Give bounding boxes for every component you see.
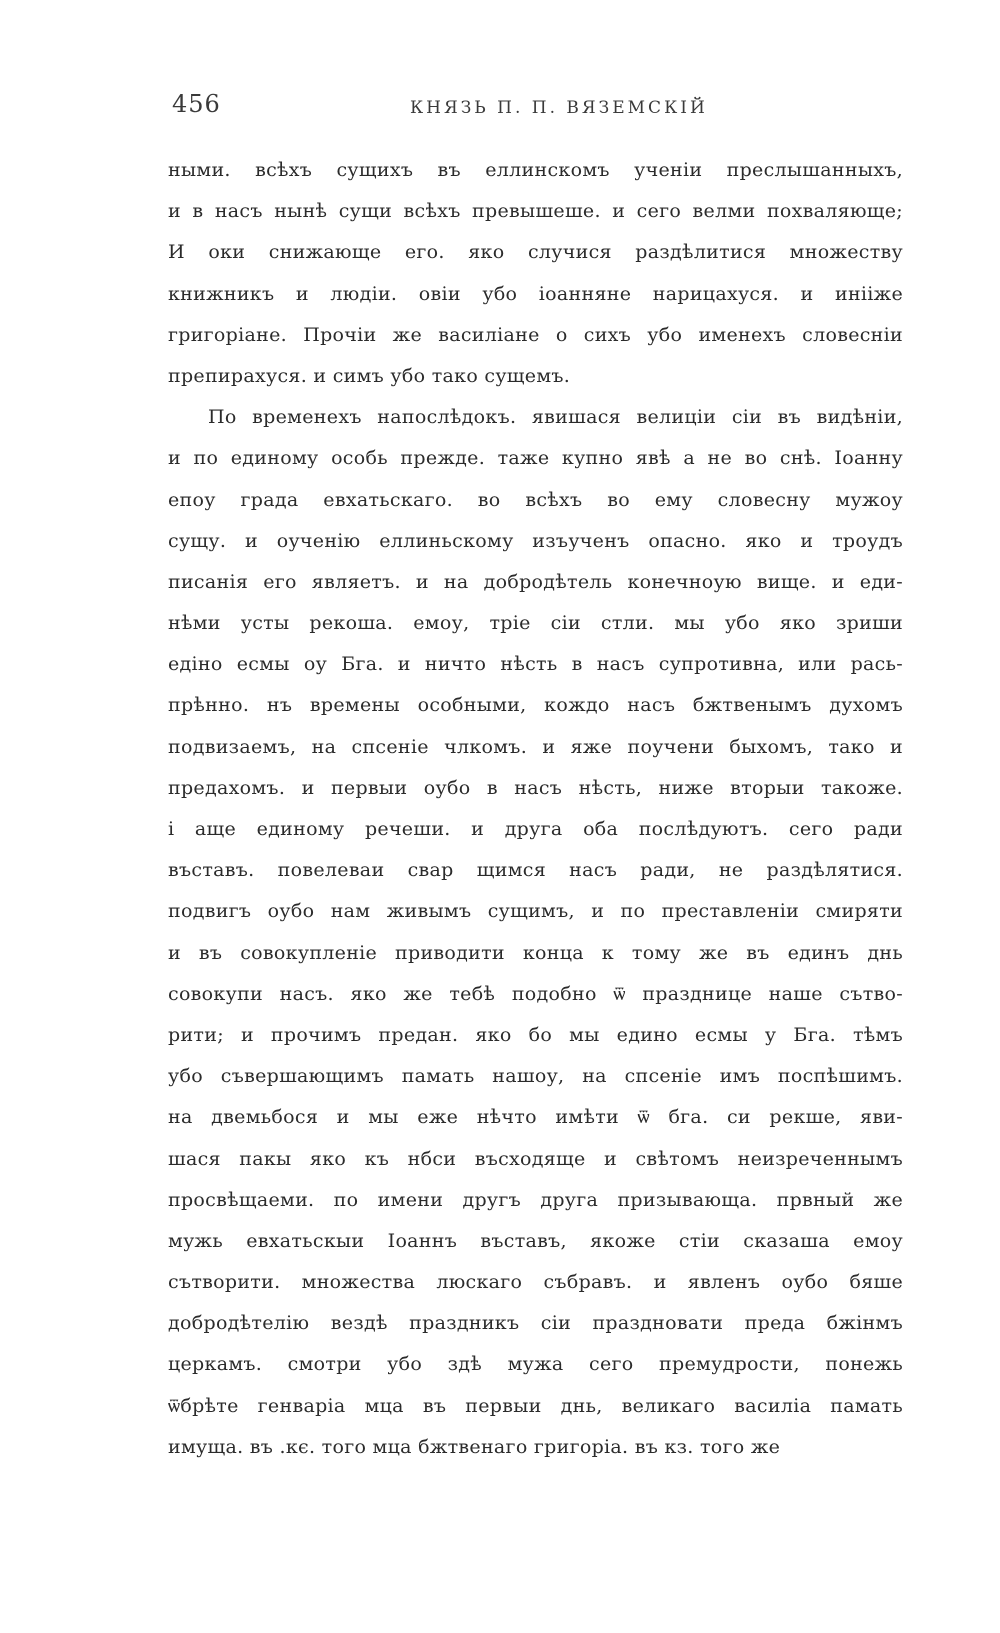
text-line: григоріане. Прочіи же василіане о сихъ убо именехъ словесніи (168, 323, 903, 346)
text-line: просвѣщаеми. по имени другъ другa призывающа. првный же (168, 1188, 903, 1211)
text-line: сущу. и оученію еллиньскому изъученъ опасно. яко и троудъ (168, 529, 903, 552)
text-line: рити; и прочимъ предан. яко бо мы едино есмы у Бга. тѣмъ (168, 1023, 903, 1046)
text-line: сътворити. множества люскаго събравъ. и явленъ оубо бяше (168, 1271, 903, 1294)
text-line: і аще единому речеши. и друга оба послѣдуютъ. сего ради (168, 818, 903, 840)
text-line: добродѣтелію вездѣ праздникъ сіи праздновати преда бжінмъ (168, 1312, 903, 1335)
text-line: подвизаемъ, на спсеніе члкомъ. и яже поучени быхомъ, тако и (168, 735, 903, 758)
text-line: и въ совокупленіе приводити конца к тому же въ единъ днь (168, 941, 903, 964)
text-line: шася пакы яко къ нбси въсходяще и свѣтомъ неизреченнымъ (168, 1147, 903, 1170)
text-line: книжникъ и людіи. овіи убо іоанняне нарицахуся. и инііже (168, 282, 903, 305)
text-line: мужь евхатьскыи Іоаннъ въставъ, якоже стіи сказаша емоу (168, 1229, 903, 1252)
body-text (168, 150, 903, 1468)
text-line: на двемьбося и мы еже нѣчто имѣти ѿ бга. си рекше, яви- (168, 1106, 903, 1129)
text-line: И оки снижающе его. яко случися раздѣлитися множеству (168, 241, 903, 264)
text-line: едіно есмы оу Бга. и ничто нѣсть в насъ супротивна, или рась- (168, 653, 903, 676)
text-line: предахомъ. и первыи оубо в насъ нѣсть, ниже вторыи такоже. (168, 776, 903, 799)
running-head: КНЯЗЬ П. П. ВЯЗЕМСКІЙ (410, 98, 708, 118)
text-line: и в насъ нынѣ сущи всѣхъ превышеше. и сего велми похваляюще; (168, 200, 903, 223)
text-line: и по единому особь прежде. таже купно явѣ а не во снѣ. Іоанну (168, 447, 903, 470)
page-number: 456 (172, 90, 221, 118)
text-line: препирахуся. и симъ убо тако сущемъ. (168, 364, 571, 387)
text-line: писанія его являетъ. и на добродѣтель конечноую вище. и еди- (168, 570, 903, 593)
text-line: въставъ. повелеваи свар щимся насъ ради, не раздѣлятися. (168, 859, 903, 882)
text-line: епоу града евхатьскаго. во всѣхъ во ему словесну мужоу (168, 488, 903, 511)
text-line: По временехъ напослѣдокъ. явишася велиціи сіи въ видѣніи, (208, 406, 903, 429)
text-line: убо съвершающимъ памать нашоу, на спсеніе имъ поспѣшимъ. (168, 1065, 903, 1088)
text-line: нѣми усты рекоша. емоу, тріе сіи стли. мы убо яко зриши (168, 612, 903, 635)
text-line: подвигъ оубо нам живымъ сущимъ, и по преставленіи смиряти (168, 900, 903, 923)
text-line: совокупи насъ. яко же тебѣ подобно ѿ празднице наше сътво- (168, 982, 903, 1005)
text-line: прѣнно. нъ времены особными, кождо насъ бжтвенымъ духомъ (168, 694, 903, 717)
text-line: имуща. въ .кє. того мца бжтвенаго григоріа. въ кз. того же (168, 1435, 781, 1458)
text-line: ѿбрѣте генваріа мца въ первыи днь, великаго василіа памать (168, 1394, 903, 1417)
text-line: церкамъ. смотри убо здѣ мужа сего премудрости, понежь (168, 1353, 903, 1376)
text-line: ными. всѣхъ сущихъ въ еллинскомъ ученіи преслышанныхъ, (168, 159, 903, 181)
